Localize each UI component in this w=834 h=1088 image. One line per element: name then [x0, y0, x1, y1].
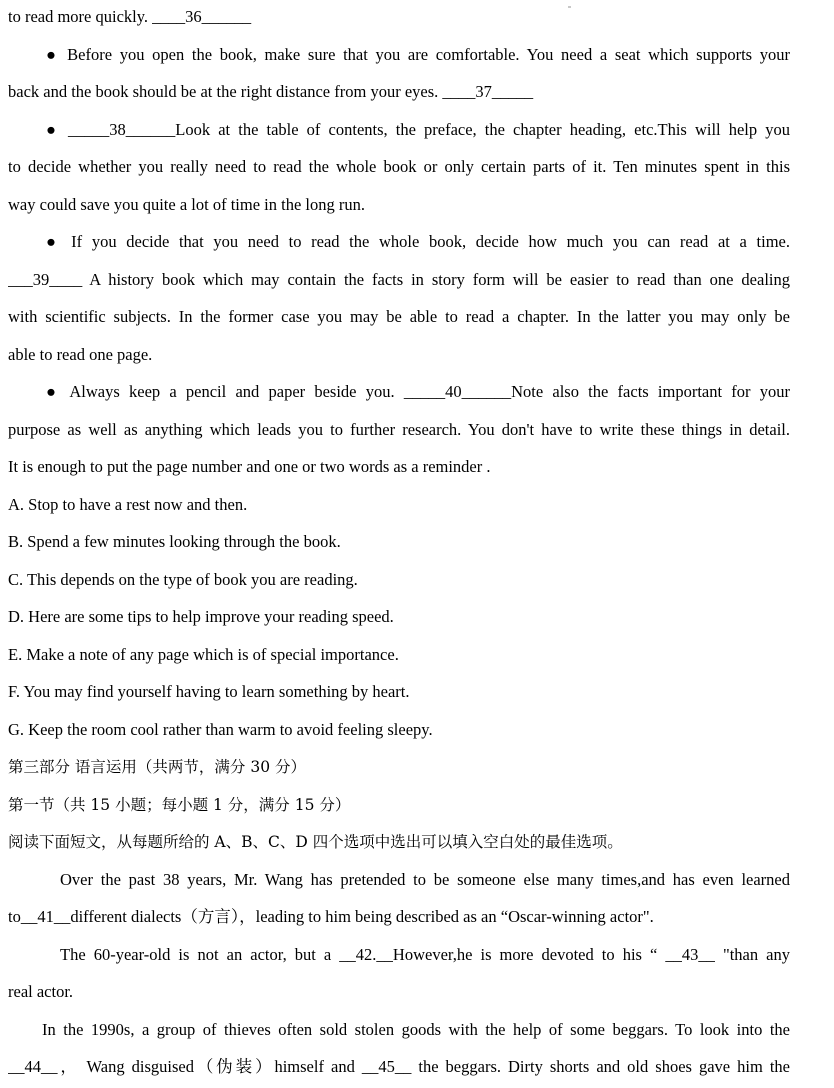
text-line-6: way could save you quite a lot of time in the long run.: [8, 195, 365, 214]
bullet-paragraph-contents: ● _____38______Look at the table of contents, the preface, the chapter heading, etc.This will help you: [46, 120, 790, 139]
bullet-paragraph-whole-book: ● If you decide that you need to read the whole book, decide how much you can read at a time.: [46, 232, 790, 251]
option-c: C. This depends on the type of book you are reading.: [8, 570, 358, 589]
text-line-8: ___39____ A history book which may contain the facts in story form will be easier to read than one dealing: [8, 270, 790, 289]
option-b: B. Spend a few minutes looking through the book.: [8, 532, 341, 551]
text-line-1: to read more quickly. ____36______: [8, 7, 252, 26]
instructions-line: 阅读下面短文，从每题所给的 A、B、C、D 四个选项中选出可以填入空白处的最佳选项。: [8, 833, 623, 851]
text-line-5: to decide whether you really need to read the whole book or only certain parts of it. Ten minutes spent in this: [8, 157, 790, 176]
text-line-12: purpose as well as anything which leads you to further research. You don't have to write these things in detail.: [8, 420, 790, 439]
option-f: F. You may find yourself having to learn something by heart.: [8, 682, 410, 701]
section-heading-part-three: 第三部分 语言运用（共两节，满分 30 分）: [8, 758, 307, 776]
cloze-line-4: real actor.: [8, 982, 74, 1001]
text-line-13: It is enough to put the page number and one or two words as a reminder .: [8, 457, 491, 476]
cloze-line-2: to__41__different dialects（方言），leading to him being described as an “Oscar-winning actor".: [8, 907, 654, 926]
cloze-line-6: __44__， Wang disguised（伪装）himself and __45__ the beggars. Dirty shorts and old shoes gave him the: [8, 1057, 790, 1076]
text-line-10: able to read one page.: [8, 345, 153, 364]
option-d: D. Here are some tips to help improve your reading speed.: [8, 607, 394, 626]
cloze-paragraph-3: In the 1990s, a group of thieves often sold stolen goods with the help of some beggars. To look into the: [42, 1020, 790, 1039]
bullet-paragraph-comfort: ● Before you open the book, make sure that you are comfortable. You need a seat which supports your: [46, 45, 790, 64]
text-line-3: back and the book should be at the right distance from your eyes. ____37_____: [8, 82, 534, 101]
text-line-9: with scientific subjects. In the former case you may be able to read a chapter. In the latter you may only be: [8, 307, 790, 326]
cloze-paragraph-1: Over the past 38 years, Mr. Wang has pretended to be someone else many times,and has even learned: [60, 870, 790, 889]
bullet-paragraph-pencil: ● Always keep a pencil and paper beside you. _____40______Note also the facts important for your: [46, 382, 790, 401]
section-heading-part-one: 第一节（共 15 小题；每小题 1 分，满分 15 分）: [8, 796, 351, 814]
cloze-paragraph-2: The 60-year-old is not an actor, but a __42.__However,he is more devoted to his “ __43__ "than any: [60, 945, 790, 964]
option-e: E. Make a note of any page which is of special importance.: [8, 645, 399, 664]
option-a: A. Stop to have a rest now and then.: [8, 495, 248, 514]
option-g: G. Keep the room cool rather than warm to avoid feeling sleepy.: [8, 720, 433, 739]
